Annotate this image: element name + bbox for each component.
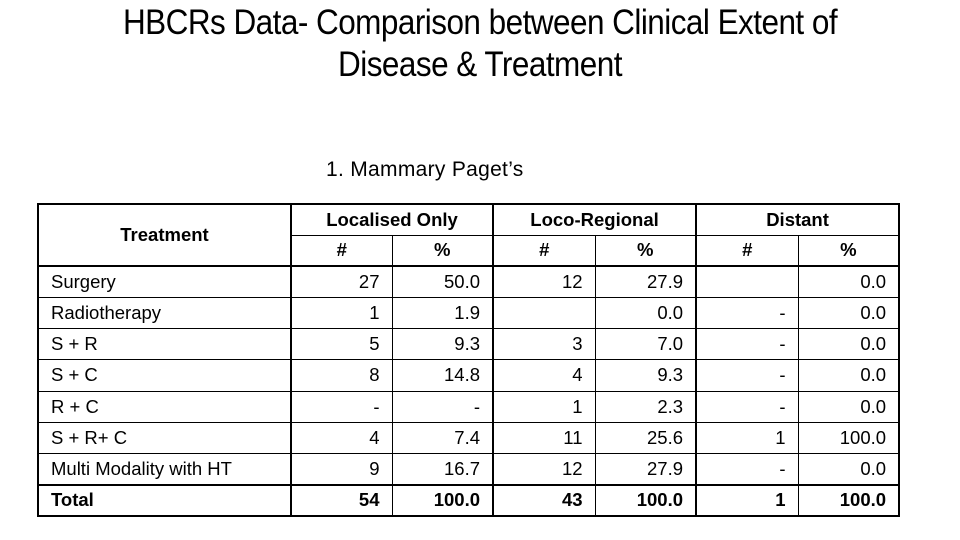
row-label: S + C [38,360,291,391]
sub-header: # [696,235,798,266]
table-cell: 0.0 [798,360,899,391]
table-cell: 12 [493,266,595,297]
total-row [38,485,899,516]
table-cell: 100.0 [798,422,899,453]
table-cell: 3 [493,329,595,360]
treatment-header: Treatment [38,204,291,266]
table-cell: 1.9 [392,297,493,328]
treatment-table [37,203,900,517]
table-cell: 0.0 [798,297,899,328]
table-cell: - [696,391,798,422]
table-row [38,454,899,485]
table-cell: 1 [291,297,392,328]
table-cell: 4 [291,422,392,453]
table-cell: 7.0 [595,329,696,360]
row-label: S + R [38,329,291,360]
table-cell: 4 [493,360,595,391]
table-cell: 1 [493,391,595,422]
row-label: S + R+ C [38,422,291,453]
table-cell: 2.3 [595,391,696,422]
table-cell: 9 [291,454,392,485]
table-cell: - [696,329,798,360]
table-row [38,360,899,391]
table-cell: 16.7 [392,454,493,485]
table-cell: 11 [493,422,595,453]
table-cell: 5 [291,329,392,360]
table-cell: - [696,360,798,391]
table-cell: 0.0 [798,391,899,422]
table-cell: - [291,391,392,422]
sub-header: % [595,235,696,266]
page-title [48,2,912,86]
table-cell: 8 [291,360,392,391]
row-label: Total [38,485,291,516]
section-subtitle: 1. Mammary Paget’s [326,158,524,181]
table-cell: 12 [493,454,595,485]
table-cell: 9.3 [595,360,696,391]
row-label: Radiotherapy [38,297,291,328]
table-row [38,391,899,422]
sub-header: % [392,235,493,266]
title-line-2: Disease & Treatment [338,45,622,84]
table-cell: 14.8 [392,360,493,391]
sub-header: % [798,235,899,266]
table-cell: - [696,297,798,328]
table-cell: 27.9 [595,454,696,485]
table-cell [493,297,595,328]
table-cell: 1 [696,422,798,453]
table-cell: 100.0 [798,485,899,516]
row-label: Multi Modality with HT [38,454,291,485]
sub-header: # [291,235,392,266]
table-cell: 7.4 [392,422,493,453]
row-label: Surgery [38,266,291,297]
table-cell: 54 [291,485,392,516]
sub-header: # [493,235,595,266]
table-body [38,266,899,516]
table-row [38,329,899,360]
table-row [38,266,899,297]
table-cell [696,266,798,297]
table-cell: 0.0 [798,329,899,360]
table-cell: 1 [696,485,798,516]
table-cell: 0.0 [595,297,696,328]
table-cell: - [392,391,493,422]
table-cell: - [696,454,798,485]
table-row [38,422,899,453]
table-row [38,297,899,328]
group-header-distant: Distant [696,204,899,235]
group-header-loco-regional: Loco-Regional [493,204,696,235]
table-cell: 100.0 [595,485,696,516]
table-cell: 50.0 [392,266,493,297]
row-label: R + C [38,391,291,422]
table-cell: 0.0 [798,266,899,297]
table-cell: 43 [493,485,595,516]
title-line-1: HBCRs Data- Comparison between Clinical Extent of [122,3,838,42]
group-header-localised: Localised Only [291,204,493,235]
table-cell: 27 [291,266,392,297]
table-cell: 27.9 [595,266,696,297]
table-cell: 100.0 [392,485,493,516]
table-cell: 25.6 [595,422,696,453]
table-cell: 0.0 [798,454,899,485]
table-cell: 9.3 [392,329,493,360]
